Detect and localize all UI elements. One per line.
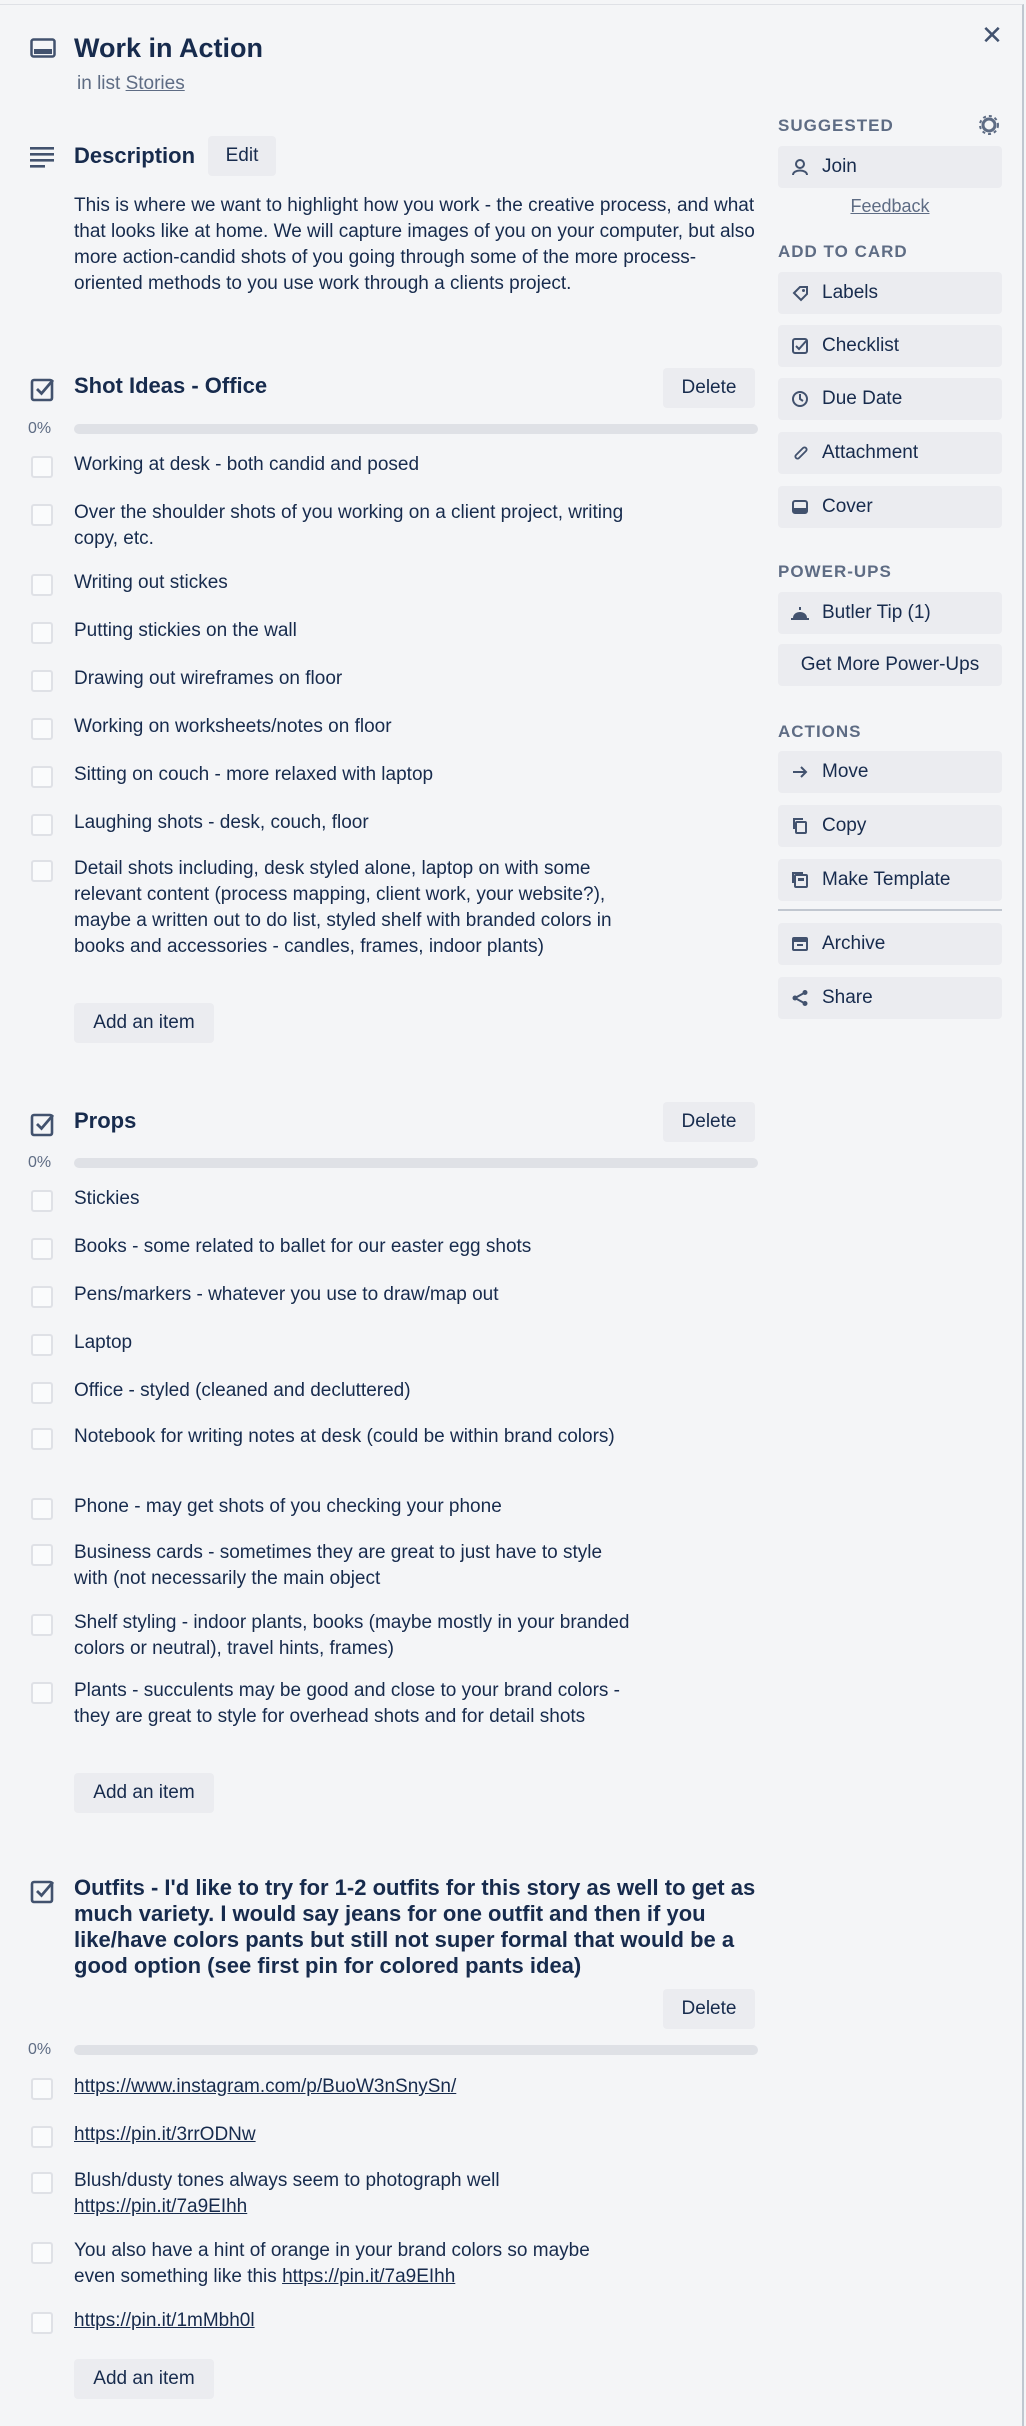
checklist-item-text[interactable]: Writing out stickes <box>74 572 228 593</box>
checklist-item-checkbox[interactable] <box>31 1428 53 1450</box>
checklist-title[interactable]: Props <box>74 1108 137 1133</box>
checklist-item-checkbox[interactable] <box>31 718 53 740</box>
checklist-item-text[interactable]: Stickies <box>74 1188 140 1209</box>
sidebar-button-label: Copy <box>822 815 867 836</box>
clock-icon <box>778 390 822 408</box>
arrow-right-icon <box>778 763 822 781</box>
add-checklist-item-button[interactable]: Add an item <box>74 2359 214 2399</box>
checklist-item-checkbox[interactable] <box>31 504 53 526</box>
person-icon <box>778 158 822 176</box>
sidebar-divider <box>778 909 1002 911</box>
checklist-item-text[interactable]: Notebook for writing notes at desk (could be within brand colors) <box>74 1426 615 1447</box>
join-button[interactable] <box>778 146 1002 188</box>
edit-description-button[interactable]: Edit <box>208 136 276 176</box>
progress-bar <box>74 1158 758 1168</box>
description-icon <box>29 144 55 170</box>
checklist-title[interactable]: Outfits - I'd like to try for 1-2 outfits for this story as well to get as much variety. I would say jeans for one outfit and then if you like/have colors pants but still not super formal that would be a good option (see first pin for colored pants idea) <box>74 1875 756 1978</box>
checklist-item-checkbox[interactable] <box>31 1334 53 1356</box>
get-more-power-ups-button[interactable]: Get More Power-Ups <box>778 644 1002 686</box>
progress-percent: 0% <box>28 420 52 437</box>
checklist-item-text[interactable]: Sitting on couch - more relaxed with laptop <box>74 764 434 785</box>
actions-heading: ACTIONS <box>778 722 862 741</box>
sidebar-button-label: Attachment <box>822 442 919 463</box>
checklist-item-label: You also have a hint of orange in your brand colors so maybe even something like this <box>74 2240 590 2287</box>
checklist-icon <box>30 376 56 402</box>
sidebar-button-label: Due Date <box>822 388 903 409</box>
add-checklist-button[interactable] <box>778 325 1002 367</box>
checklist-item-label: Blush/dusty tones always seem to photograph well <box>74 2170 500 2191</box>
add-attachment-button[interactable] <box>778 432 1002 474</box>
move-button[interactable] <box>778 751 1002 793</box>
add-to-card-heading: ADD TO CARD <box>778 242 908 261</box>
share-icon <box>778 989 822 1007</box>
checklist-item-text[interactable]: Laughing shots - desk, couch, floor <box>74 812 369 833</box>
delete-checklist-button[interactable]: Delete <box>663 1989 755 2029</box>
checklist-item-text[interactable] <box>74 2238 634 2290</box>
checklist-item-link[interactable]: https://pin.it/3rrODNw <box>74 2124 256 2145</box>
description-text[interactable]: This is where we want to highlight how you work - the creative process, and what that looks like at home. We will capture images of you on your computer, but also more action-candid shots of you going through some of the more process-oriented methods to you use work through a clients project. <box>74 195 755 294</box>
checklist-item-checkbox[interactable] <box>31 2312 53 2334</box>
checklist-item-checkbox[interactable] <box>31 2172 53 2194</box>
checklist-item-checkbox[interactable] <box>31 1286 53 1308</box>
archive-icon <box>778 935 822 953</box>
checklist-item-text[interactable]: Pens/markers - whatever you use to draw/map out <box>74 1284 499 1305</box>
checklist-item-link[interactable]: https://pin.it/1mMbh0l <box>74 2310 255 2331</box>
checklist-item-checkbox[interactable] <box>31 2242 53 2264</box>
checklist-icon <box>30 1111 56 1137</box>
card-title[interactable]: Work in Action <box>74 33 263 63</box>
in-list-label: in list Stories <box>77 73 185 94</box>
checklist-item-text[interactable]: Office - styled (cleaned and decluttered) <box>74 1380 411 1401</box>
gear-icon[interactable] <box>979 115 999 135</box>
checklist-item-checkbox[interactable] <box>31 860 53 882</box>
checklist-icon <box>30 1878 56 1904</box>
progress-bar <box>74 424 758 434</box>
butler-tip-button[interactable] <box>778 592 1002 634</box>
delete-checklist-button[interactable]: Delete <box>663 368 755 408</box>
butler-tip-label: Butler Tip (1) <box>822 602 931 623</box>
checklist-item-checkbox[interactable] <box>31 1190 53 1212</box>
checklist-item-checkbox[interactable] <box>31 1682 53 1704</box>
checklist-item-text[interactable] <box>74 2122 634 2148</box>
add-checklist-item-button[interactable]: Add an item <box>74 1003 214 1043</box>
checklist-item-link[interactable]: https://www.instagram.com/p/BuoW3nSnySn/ <box>74 2076 457 2097</box>
checklist-item-text[interactable]: Over the shoulder shots of you working on a client project, writing copy, etc. <box>74 502 624 549</box>
add-cover-button[interactable] <box>778 486 1002 528</box>
delete-checklist-button[interactable]: Delete <box>663 1102 755 1142</box>
feedback-link[interactable]: Feedback <box>850 196 930 216</box>
checklist-item-checkbox[interactable] <box>31 622 53 644</box>
list-link[interactable]: Stories <box>125 73 185 94</box>
checklist-item-text[interactable] <box>74 2168 634 2220</box>
butler-bell-icon <box>778 605 822 621</box>
checklist-item-checkbox[interactable] <box>31 1614 53 1636</box>
sidebar-button-label: Cover <box>822 496 873 517</box>
checklist-item-text[interactable]: Putting stickies on the wall <box>74 620 297 641</box>
add-due-date-button[interactable] <box>778 378 1002 420</box>
power-ups-heading: POWER-UPS <box>778 562 892 581</box>
label-icon <box>778 284 822 302</box>
checklist-item-text[interactable]: Shelf styling - indoor plants, books (maybe mostly in your branded colors or neutral), travel hints, frames) <box>74 1612 630 1659</box>
paperclip-icon <box>778 444 822 462</box>
share-label: Share <box>822 987 873 1008</box>
checklist-item-text[interactable]: Plants - succulents may be good and close to your brand colors - they are great to style for overhead shots and for detail shots <box>74 1680 621 1727</box>
sidebar-button-label: Make Template <box>822 869 951 890</box>
checklist-item-text[interactable]: Business cards - sometimes they are great to just have to style with (not necessarily the main object <box>74 1542 603 1589</box>
progress-percent: 0% <box>28 1154 52 1171</box>
description-heading: Description <box>74 143 196 168</box>
checklist-item-checkbox[interactable] <box>31 574 53 596</box>
add-labels-button[interactable] <box>778 272 1002 314</box>
add-checklist-item-button[interactable]: Add an item <box>74 1773 214 1813</box>
archive-label: Archive <box>822 933 886 954</box>
progress-bar <box>74 2045 758 2055</box>
sidebar-button-label: Labels <box>822 282 878 303</box>
checklist-item-text[interactable]: Phone - may get shots of you checking your phone <box>74 1496 502 1517</box>
progress-percent: 0% <box>28 2041 52 2058</box>
copy-icon <box>778 817 822 835</box>
checklist-item-checkbox[interactable] <box>31 670 53 692</box>
archive-button[interactable] <box>778 923 1002 965</box>
sidebar-button-label: Checklist <box>822 335 900 356</box>
checklist-item-text[interactable]: Detail shots including, desk styled alone, laptop on with some relevant content (process mapping, client work, your website?), maybe a written out to do list, styled shelf with branded colors in books and accessories - candles, frames, indoor plants) <box>74 858 612 957</box>
card-detail-modal <box>0 4 1024 2426</box>
checklist-item-checkbox[interactable] <box>31 814 53 836</box>
make-template-button[interactable] <box>778 859 1002 901</box>
checklist-title[interactable]: Shot Ideas - Office <box>74 373 268 398</box>
checklist-item-checkbox[interactable] <box>31 1238 53 1260</box>
join-label: Join <box>822 156 857 177</box>
checklist-item-checkbox[interactable] <box>31 1544 53 1566</box>
sidebar-button-label: Move <box>822 761 869 782</box>
checklist-icon <box>778 337 822 355</box>
checklist-item-link[interactable]: https://pin.it/7a9EIhh <box>282 2266 456 2287</box>
checklist-item-text[interactable]: Books - some related to ballet for our easter egg shots <box>74 1236 532 1257</box>
checklist-item-text[interactable]: Laptop <box>74 1332 133 1353</box>
checklist-item-checkbox[interactable] <box>31 1382 53 1404</box>
card-icon <box>30 38 56 58</box>
checklist-item-text[interactable] <box>74 2074 634 2100</box>
checklist-item-checkbox[interactable] <box>31 456 53 478</box>
checklist-item-checkbox[interactable] <box>31 1498 53 1520</box>
share-button[interactable] <box>778 977 1002 1019</box>
checklist-item-link[interactable]: https://pin.it/7a9EIhh <box>74 2196 248 2217</box>
template-icon <box>778 871 822 889</box>
checklist-item-checkbox[interactable] <box>31 2126 53 2148</box>
checklist-item-text[interactable]: Working on worksheets/notes on floor <box>74 716 392 737</box>
checklist-item-text[interactable]: Drawing out wireframes on floor <box>74 668 343 689</box>
suggested-heading: SUGGESTED <box>778 116 894 135</box>
checklist-item-text[interactable]: Working at desk - both candid and posed <box>74 454 420 475</box>
cover-icon <box>778 498 822 516</box>
close-icon[interactable]: ✕ <box>981 19 1003 50</box>
checklist-item-checkbox[interactable] <box>31 2078 53 2100</box>
checklist-item-checkbox[interactable] <box>31 766 53 788</box>
checklist-item-text[interactable] <box>74 2308 634 2334</box>
copy-button[interactable] <box>778 805 1002 847</box>
